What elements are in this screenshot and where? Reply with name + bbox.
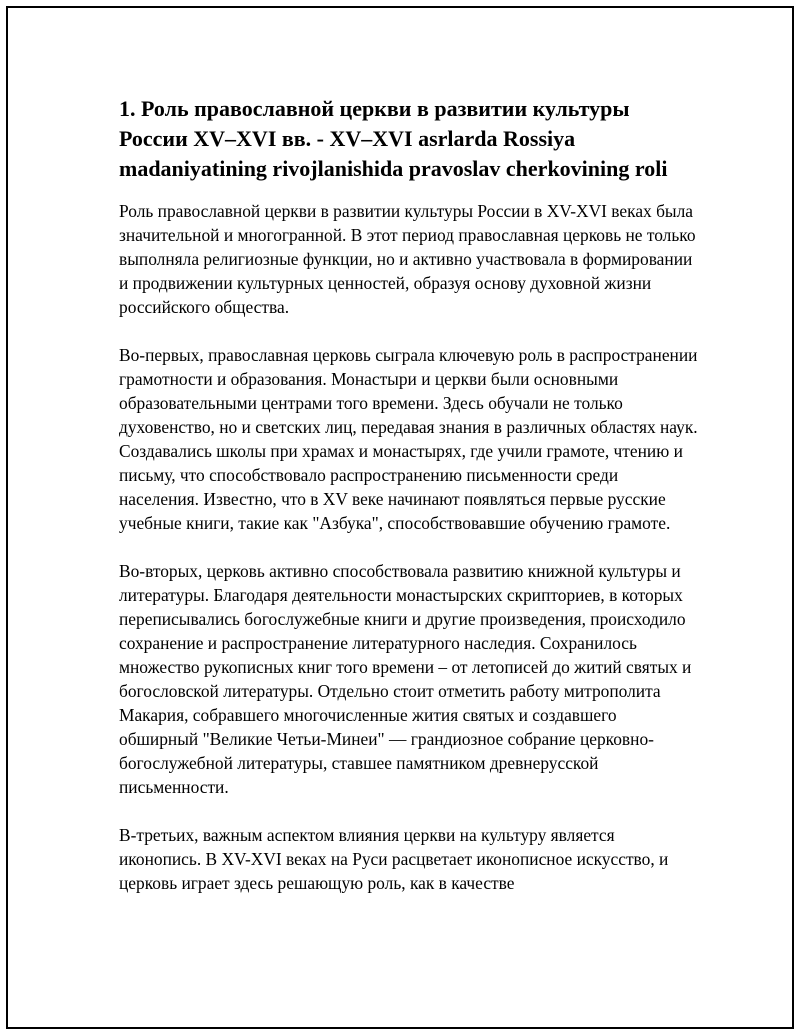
- paragraph-second: Во-вторых, церковь активно способствовала развитию книжной культуры и литературы. Благодаря деятельности монастырских скрипториев, в которых переписывались богослужебные книги и другие произведения, происходило сохранение и распространение литературного наследия. Сохранилось множество рукописных книг того времени – от летописей до житий святых и богословской литературы. Отдельно стоит отметить работу митрополита Макария, собравшего многочисленные жития святых и создавшего обширный "Великие Четьи-Минеи" — грандиозное собрание церковно-богослужебной литературы, ставшее памятником древнерусской письменности.: [119, 561, 692, 797]
- document-page: [6, 6, 794, 1029]
- paragraph-third: В-третьих, важным аспектом влияния церкви на культуру является иконопись. В XV-XVI веках на Руси расцветает иконописное искусство, и церковь играет здесь решающую роль, как в качестве: [119, 825, 669, 893]
- document-title: 1. Роль православной церкви в развитии культуры России XV–XVI вв. - XV–XVI asrlarda Rossiya madaniyatining rivojlanishida pravoslav cherkovining roli: [119, 96, 668, 181]
- paragraph-intro: Роль православной церкви в развитии культуры России в XV-XVI веках была значительной и многогранной. В этот период православная церковь не только выполняла религиозные функции, но и активно участвовала в формировании и продвижении культурных ценностей, образуя основу духовной жизни российского общества.: [119, 201, 696, 317]
- paragraph-first: Во-первых, православная церковь сыграла ключевую роль в распространении грамотности и образования. Монастыри и церкви были основными образовательными центрами того времени. Здесь обучали не только духовенство, но и светских лиц, передавая знания в различных областях наук. Создавались школы при храмах и монастырях, где учили грамоте, чтению и письму, что способствовало распространению письменности среди населения. Известно, что в XV веке начинают появляться первые русские учебные книги, такие как "Азбука", способствовавшие обучению грамоте.: [119, 345, 698, 533]
- document-body: [119, 94, 699, 919]
